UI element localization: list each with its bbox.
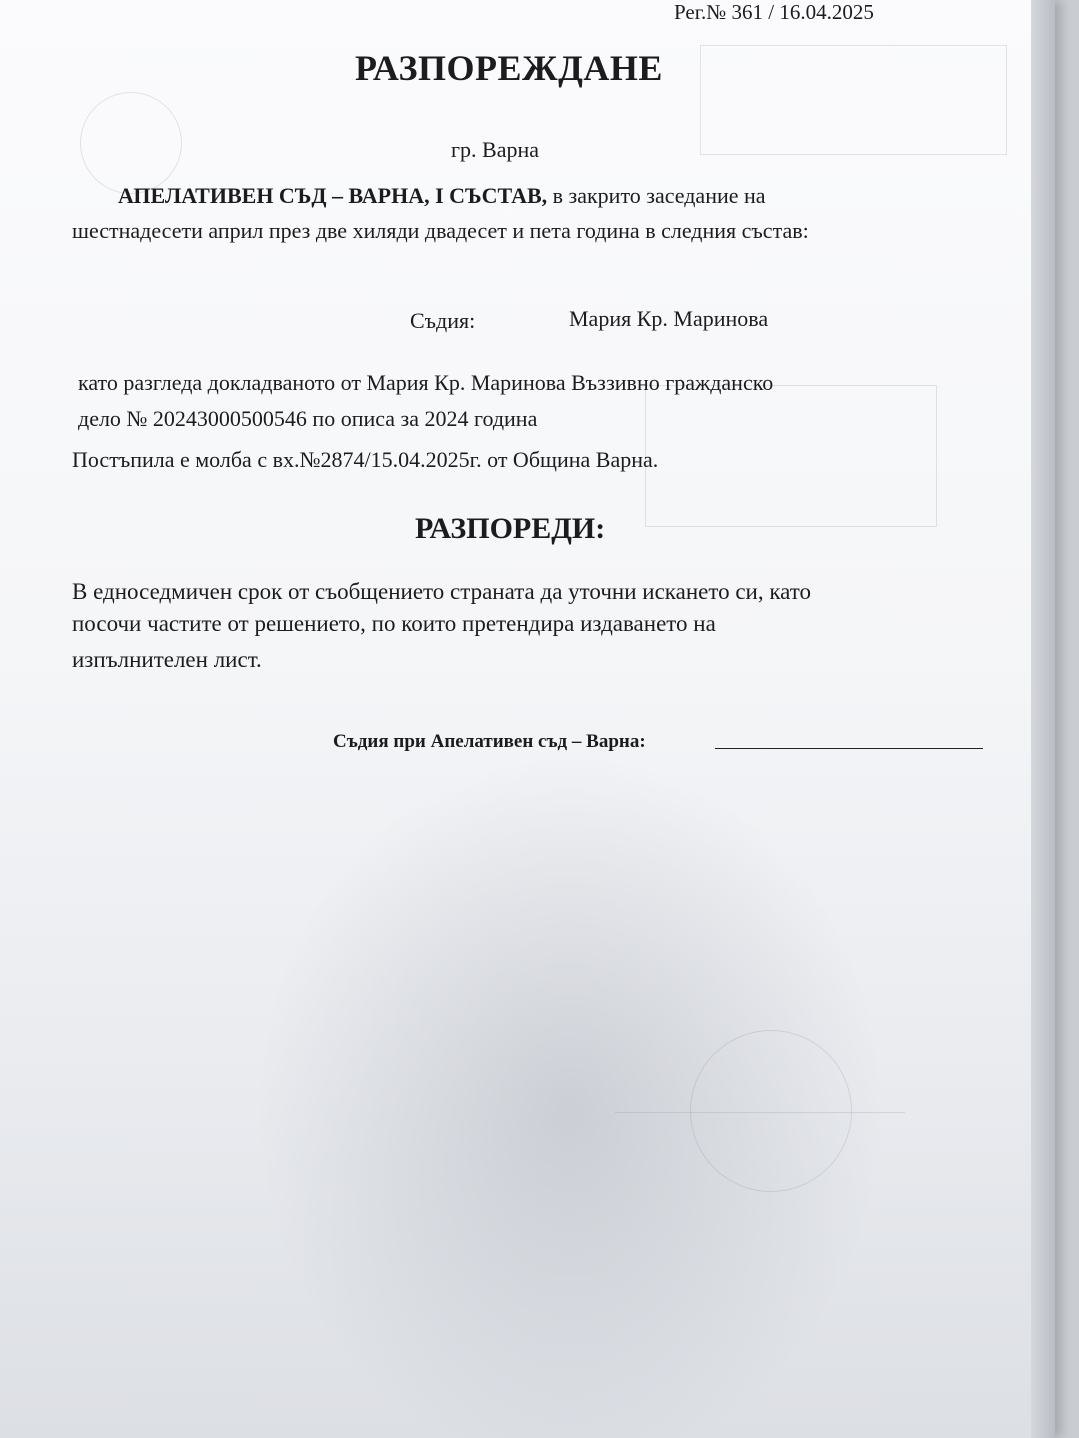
signature-label: Съдия при Апелативен съд – Варна: [333,731,646,752]
order-line-3: изпълнителен лист. [72,647,262,672]
session-date-line: шестнадесети април през две хиляди двадесет и пета година в следния състав: [72,218,809,243]
court-name: АПЕЛАТИВЕН СЪД – ВАРНА, I СЪСТАВ, [118,183,548,208]
order-line-2: посочи частите от решението, по които претендира издаването на [72,611,716,636]
paper-edge [1031,0,1055,1438]
ghost-seal-bottom [690,1030,852,1192]
court-line [118,185,766,207]
case-line-1: като разгледа докладваното от Мария Кр. Маринова Въззивно гражданско [78,370,774,395]
judge-label: Съдия: [410,308,476,333]
judge-name: Мария Кр. Маринова [569,306,769,331]
ghost-signature-line [615,1112,905,1113]
signature-line [715,748,983,749]
city: гр. Варна [451,137,539,162]
order-line-1: В едноседмичен срок от съобщението страната да уточни искането си, като [72,579,812,604]
ghost-stamp-box [700,45,1007,155]
registration-number: Рег.№ 361 / 16.04.2025 [674,0,874,24]
case-line-2: дело № 20243000500546 по описа за 2024 година [78,406,538,431]
ordered-heading: РАЗПОРЕДИ: [415,512,606,545]
ghost-registration-box [645,385,937,527]
ghost-seal-circle [80,92,182,194]
petition-line: Постъпила е молба с вх.№2874/15.04.2025г. от Община Варна. [72,447,659,472]
court-session: в закрито заседание на [547,183,766,208]
document-title: РАЗПОРЕЖДАНЕ [355,48,663,88]
